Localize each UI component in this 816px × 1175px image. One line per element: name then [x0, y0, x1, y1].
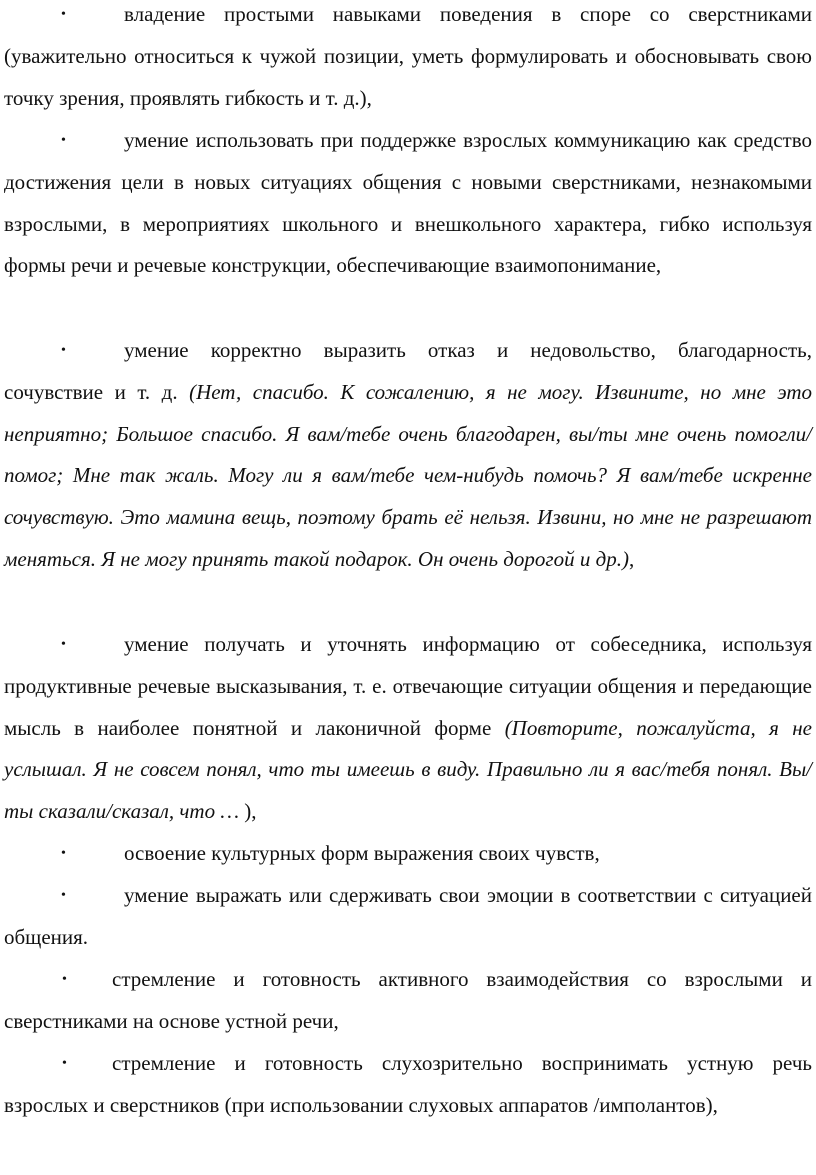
bullet-icon: • — [61, 7, 66, 22]
bullet-icon: • — [61, 888, 66, 903]
bullet-icon: • — [62, 1056, 67, 1071]
item-text: освоение культурных форм выражения своих чувств, — [124, 841, 600, 865]
bullet-icon: • — [61, 343, 66, 358]
bullet-icon: • — [61, 133, 66, 148]
list-item — [4, 1043, 812, 1127]
item-tail: , — [628, 546, 635, 571]
item-text: владение простыми навыками поведения в споре со сверстниками (уважительно относиться к чужой позиции, уметь формулировать и обосновывать свою точку зрения, проявлять гибкость и т. д.), — [4, 2, 812, 110]
list-item — [4, 959, 812, 1043]
example-phrases: (Нет, спасибо. К сожалению, я не могу. Извините, но мне это неприятно; Большое спасибо. Я вам/тебе очень благодарен, вы/ты мне очень помогли/помог; Мне так жаль. Могу ли я вам/тебе чем-нибудь помочь? Я вам/тебе искренне сочувствую. Это мамина вещь, поэтому брать её нельзя. Извини, но мне не разрешают меняться. Я не могу принять такой подарок. Он очень дорогой и др.) — [4, 379, 813, 571]
item-text: умение корректно выразить отказ и недовольство, благодарность, сочувствие и т. д. — [4, 338, 812, 404]
item-text: умение выражать или сдерживать свои эмоции в соответствии с ситуацией общения. — [4, 883, 812, 949]
list-item — [4, 120, 812, 287]
item-text: умение получать и уточнять информацию от собеседника, используя продуктивные речевые высказывания, т. е. отвечающие ситуации общения и передающие мысль в наиболее понятной и лаконичной форме — [4, 632, 812, 740]
item-text: стремление и готовность активного взаимодействия со взрослыми и сверстниками на основе устной речи, — [4, 967, 812, 1033]
item-text: умение использовать при поддержке взрослых коммуникацию как средство достижения цели в новых ситуациях общения с новыми сверстниками, незнакомыми взрослыми, в мероприятиях школьного и внешкольного характера, гибко используя формы речи и речевые конструкции, обеспечивающие взаимопонимание, — [4, 128, 812, 278]
item-tail: ), — [239, 799, 257, 824]
list-item — [4, 0, 812, 119]
list-item — [4, 330, 812, 581]
bullet-icon: • — [62, 972, 67, 987]
bullet-icon: • — [61, 637, 66, 652]
list-item — [4, 875, 812, 959]
bullet-icon: • — [61, 846, 66, 861]
list-item — [4, 833, 812, 875]
example-phrases: (Повторите, пожалуйста, я не услышал. Я не совсем понял, что ты имеешь в виду. Правильно ли я вас/тебя понял. Вы/ты сказали/сказал, что … — [4, 715, 812, 824]
item-text: стремление и готовность слухозрительно воспринимать устную речь взрослых и сверстников (при использовании слуховых аппаратов /имполантов), — [4, 1051, 812, 1117]
list-item — [4, 624, 812, 833]
